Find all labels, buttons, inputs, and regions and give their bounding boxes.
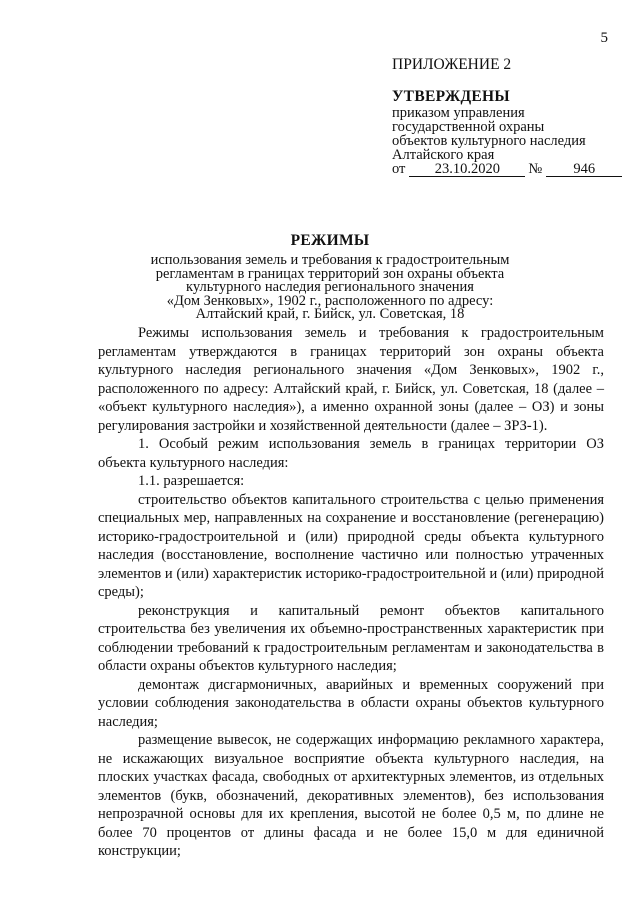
list-item: демонтаж дисгармоничных, аварийных и временных сооружений при условии соблюдения законодательства в области охраны объектов культурного наследия; [98, 676, 604, 730]
section-heading: 1. Особый режим использования земель в границах территории ОЗ объекта культурного наследия: [98, 436, 604, 471]
subtitle-line: Алтайский край, г. Бийск, ул. Советская, 18 [195, 306, 465, 322]
subtitle-line: использования земель и требования к градостроительным [150, 252, 510, 268]
approval-block [392, 58, 632, 177]
page-number: 5 [600, 30, 608, 46]
approval-line: Алтайского края [392, 147, 495, 163]
order-date: 23.10.2020 [409, 163, 525, 177]
order-number: 946 [546, 163, 622, 177]
intro-paragraph: Режимы использования земель и требования к градостроительным регламентам утверждаются в границах территорий зон охраны объекта культурного наследия регионального значения «Дом Зенковых», 1902 г., расположенного по адресу: Алтайский край, г. Бийск, ул. Советская, 18 (далее – «объект культурного наследия»), а именно охранной зоны (далее – ОЗ) и зоны регулирования застройки и хозяйственной деятельности (далее – ЗРЗ-1). [98, 325, 604, 434]
number-label: № [528, 161, 543, 177]
document-body [98, 324, 604, 861]
subtitle-line: культурного наследия регионального значения [186, 279, 474, 295]
document-title: РЕЖИМЫ [290, 232, 370, 249]
order-date-number [392, 162, 632, 177]
approved-heading: УТВЕРЖДЕНЫ [392, 88, 510, 105]
subsection-heading: 1.1. разрешается: [138, 473, 245, 489]
subtitle-line: «Дом Зенковых», 1902 г., расположенного по адресу: [166, 292, 494, 309]
list-item: размещение вывесок, не содержащих информацию рекламного характера, не искажающих визуальное восприятие объекта культурного наследия, на плоских участках фасада, свободных от архитектурных элементов, из отдельных элементов (букв, обозначений, декоративных элементов), без использования непрозрачной основы для их крепления, высотой не более 0,5 м, по длине не более 70 процентов от длины фасада и не более 15,0 м для единичной конструкции; [98, 732, 604, 859]
list-item: реконструкция и капитальный ремонт объектов капитального строительства без увеличения их объемно-пространственных характеристик при соблюдении требований к градостроительным регламентам и законодательства в области охраны объектов культурного наследия; [98, 602, 604, 674]
approval-line: приказом управления [392, 105, 525, 121]
appendix-label: ПРИЛОЖЕНИЕ 2 [392, 56, 512, 73]
from-label: от [392, 161, 406, 177]
approval-line: государственной охраны [392, 119, 545, 135]
title-block [130, 232, 530, 322]
approval-line: объектов культурного наследия [392, 133, 586, 149]
subtitle-line: регламентам в границах территорий зон охраны объекта [155, 265, 505, 282]
list-item: строительство объектов капитального строительства с целью применения специальных мер, направленных на сохранение и восстановление (регенерацию) историко-градостроительной и (или) природной среды объекта культурного наследия (восстановление, восполнение частично или полностью утраченных элементов и (или) характеристик историко-градостроительной и (или) природной среды); [98, 491, 604, 600]
